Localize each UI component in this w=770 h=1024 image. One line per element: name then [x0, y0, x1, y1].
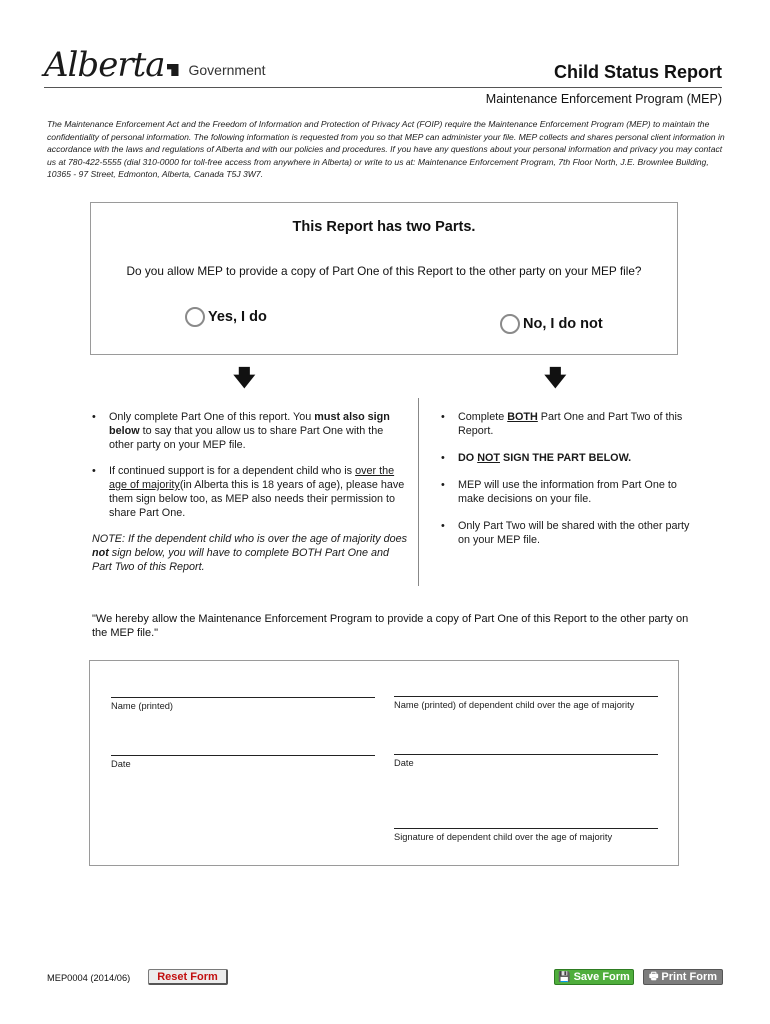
age-of-majority-note: NOTE: If the dependent child who is over the age of majority does not sign below, you will have to complete BOTH Part One and Part Two of this Report.	[92, 533, 408, 573]
consent-question: Do you allow MEP to provide a copy of Part One of this Report to the other party on your MEP file?	[126, 264, 642, 278]
consent-no-option[interactable]	[500, 314, 603, 334]
alberta-logo	[44, 45, 266, 85]
list-item: • Only Part Two will be shared with the other party on your MEP file.	[441, 520, 690, 546]
consent-yes-option[interactable]	[185, 307, 267, 327]
page-subtitle: Maintenance Enforcement Program (MEP)	[485, 92, 722, 106]
save-form-button[interactable]: 💾 Save Form	[554, 969, 634, 985]
print-form-button[interactable]: 🖶 Print Form	[643, 969, 723, 985]
column-divider	[418, 398, 419, 586]
logo-flag-icon	[167, 64, 179, 76]
date-label: Date	[111, 759, 131, 769]
list-item: • DO NOT SIGN THE PART BELOW.	[441, 452, 632, 464]
child-signature-label: Signature of dependent child over the age of majority	[394, 832, 613, 842]
no-instructions	[441, 410, 691, 560]
logo-government-text: Government	[188, 62, 266, 78]
name-printed-field[interactable]	[111, 697, 375, 698]
arrow-down-icon: 🡇	[544, 365, 567, 390]
foip-notice: The Maintenance Enforcement Act and the Freedom of Information and Protection of Privacy Act (FOIP) require the Maintenance Enforcement Program (MEP) to maintain the confidentiality of personal information. The following information is requested from you so that MEP can administer your file. MEP collects and shares personal client information in accordance with the laws and regulations of Alberta and with our policies and procedures. If you have any questions about your personal information and privacy you may contact us at 780-422-5555 (dial 310-0000 for toll-free access from anywhere in Alberta) or write to us at: Maintenance Enforcement Program, 7th Floor North, J.E. Brownlee Building, 10365 - 97 Street, Edmonton, Alberta, Canada T5J 3W7.	[47, 119, 725, 179]
name-printed-label: Name (printed)	[111, 701, 174, 711]
signature-box	[89, 660, 679, 866]
no-radio-label: No, I do not	[523, 316, 603, 332]
printer-icon: 🖶	[648, 970, 659, 982]
list-item: • Only complete Part One of this report. You must also sign below to say that you allow us to share Part One with the other party on your MEP file.	[92, 411, 390, 451]
consent-box	[90, 202, 678, 355]
save-icon: 💾	[558, 971, 571, 983]
list-item: • MEP will use the information from Part One to make decisions on your file.	[441, 479, 677, 505]
header-divider	[44, 87, 722, 88]
yes-radio-label: Yes, I do	[208, 309, 267, 325]
date-field[interactable]	[111, 755, 375, 756]
list-item: • Complete BOTH Part One and Part Two of this Report.	[441, 411, 683, 437]
child-name-label: Name (printed) of dependent child over the age of majority	[394, 700, 635, 710]
child-date-label: Date	[394, 758, 414, 768]
permission-statement: "We hereby allow the Maintenance Enforcement Program to provide a copy of Part One of this Report to the other party on the MEP file."	[92, 613, 689, 639]
child-date-field[interactable]	[394, 754, 658, 755]
arrow-down-icon: 🡇	[233, 365, 256, 390]
consent-heading: This Report has two Parts.	[292, 219, 476, 235]
yes-radio-button[interactable]	[185, 307, 205, 327]
no-radio-button[interactable]	[500, 314, 520, 334]
logo-wordmark: Alberta	[44, 45, 165, 85]
list-item: • If continued support is for a dependent child who is over the age of majority(in Alberta this is 18 years of age), please have them sign below too, as MEP also needs their permission to share Part One.	[92, 465, 405, 519]
yes-instructions	[92, 410, 410, 574]
reset-form-button[interactable]: Reset Form	[148, 969, 228, 985]
form-number: MEP0004 (2014/06)	[47, 973, 131, 983]
page-title: Child Status Report	[553, 62, 722, 82]
child-signature-field[interactable]	[394, 828, 658, 829]
child-name-field[interactable]	[394, 696, 658, 697]
